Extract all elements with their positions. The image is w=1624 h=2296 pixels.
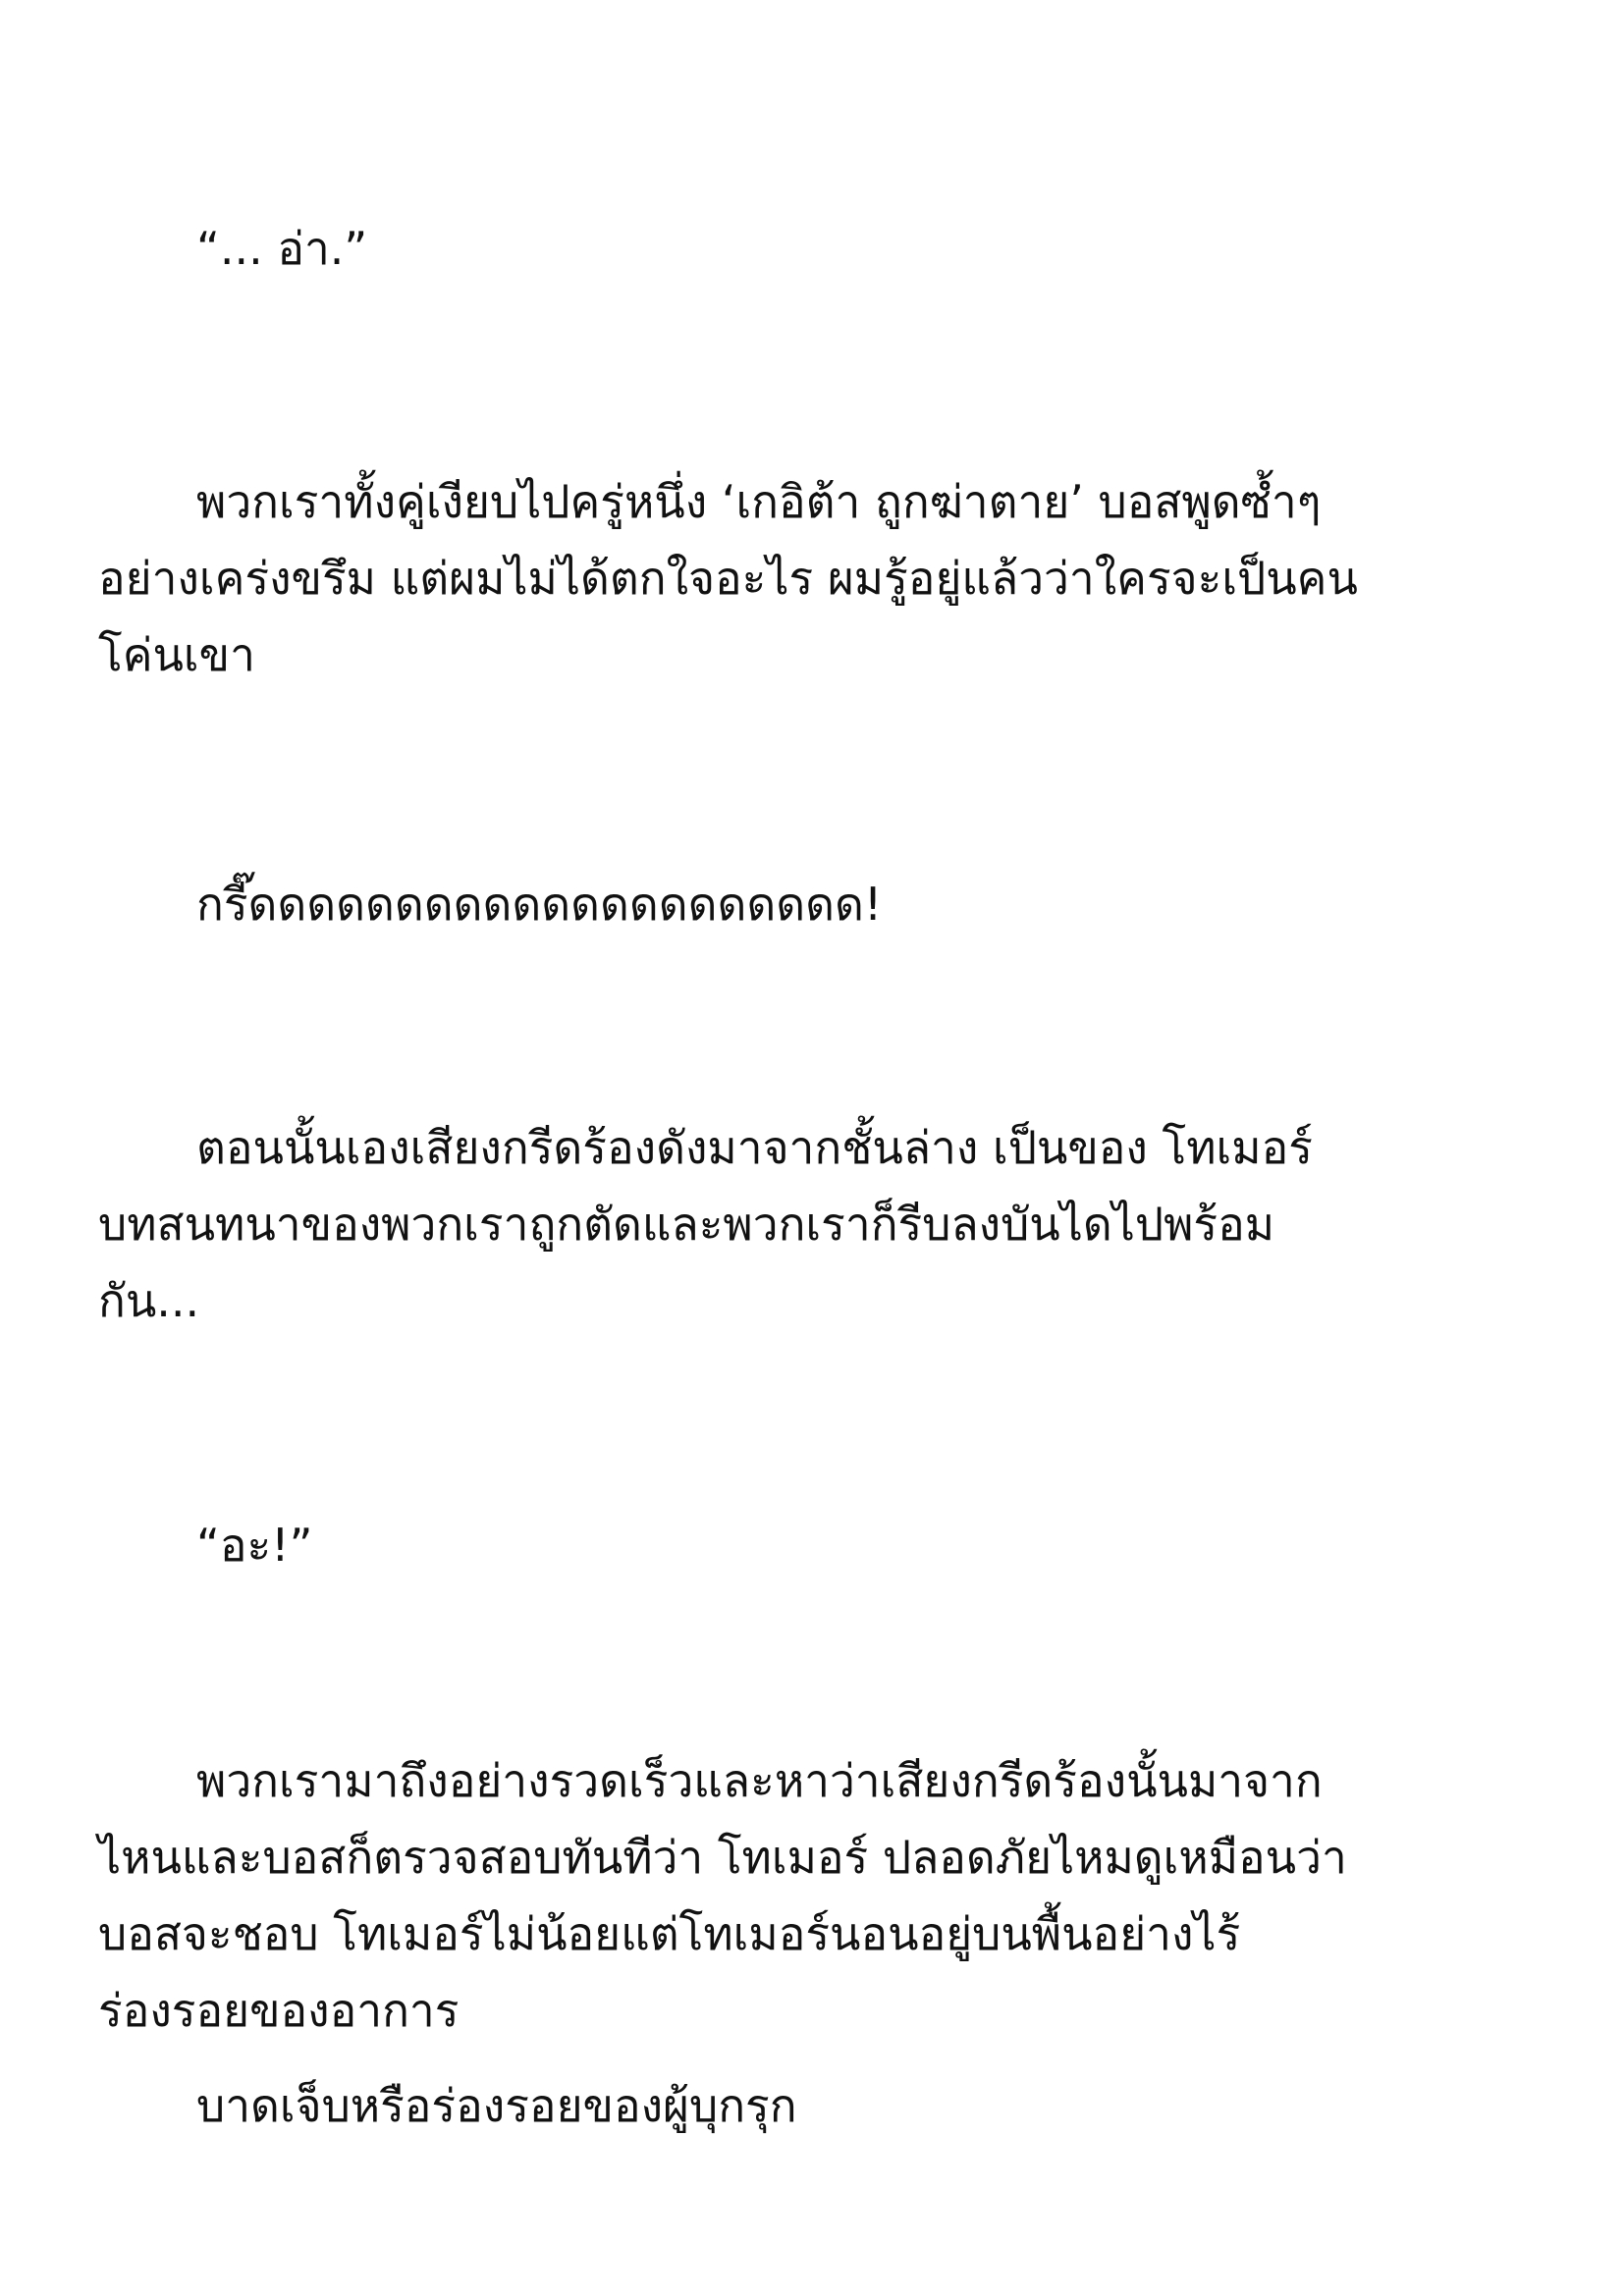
- paragraph-line: บอสจะชอบ โทเมอร์ไม่น้อยแต่โทเมอร์นอนอยู่บนพื้นอย่างไร้: [98, 1907, 1241, 1960]
- paragraph-2: [98, 463, 1532, 693]
- paragraph-5: [98, 1507, 1532, 1583]
- paragraph-line: พวกเรามาถึงอย่างรวดเร็วและหาว่าเสียงกรีดร้องนั้นมาจาก: [196, 1754, 1323, 1807]
- paragraph-line: “อะ!”: [196, 1519, 313, 1572]
- paragraph-line: พวกเราทั้งคู่เงียบไปครู่หนึ่ง ‘เกอิต้า ถูกฆ่าตาย’ บอสพูดซ้ำๆ: [196, 475, 1322, 528]
- paragraph-7: [98, 2067, 1532, 2144]
- paragraph-line: บาดเจ็บหรือร่องรอยของผู้บุกรุก: [196, 2079, 797, 2132]
- paragraph-line: กรี๊ดดดดดดดดดดดดดดดดดดดดด!: [196, 878, 883, 931]
- paragraph-3: [98, 866, 1532, 942]
- paragraph-6: [98, 1742, 1532, 2049]
- paragraph-4: [98, 1109, 1532, 1339]
- paragraph-1: [98, 210, 1532, 287]
- paragraph-line: กัน...: [98, 1274, 200, 1327]
- paragraph-line: บทสนทนาของพวกเราถูกตัดและพวกเราก็รีบลงบันไดไปพร้อม: [98, 1198, 1275, 1251]
- paragraph-line: ร่องรอยของอาการ: [98, 1984, 460, 2037]
- paragraph-line: อย่างเคร่งขรึม แต่ผมไม่ได้ตกใจอะไร ผมรู้อยู่แล้วว่าใครจะเป็นคน: [98, 552, 1358, 605]
- paragraph-line: ไหนและบอสก็ตรวจสอบทันทีว่า โทเมอร์ ปลอดภัยไหมดูเหมือนว่า: [98, 1831, 1347, 1884]
- paragraph-line: “... อ่า.”: [196, 222, 368, 275]
- paragraph-line: ตอนนั้นเองเสียงกรีดร้องดังมาจากชั้นล่าง เป็นของ โทเมอร์: [196, 1121, 1313, 1174]
- paragraph-line: โค่นเขา: [98, 628, 255, 681]
